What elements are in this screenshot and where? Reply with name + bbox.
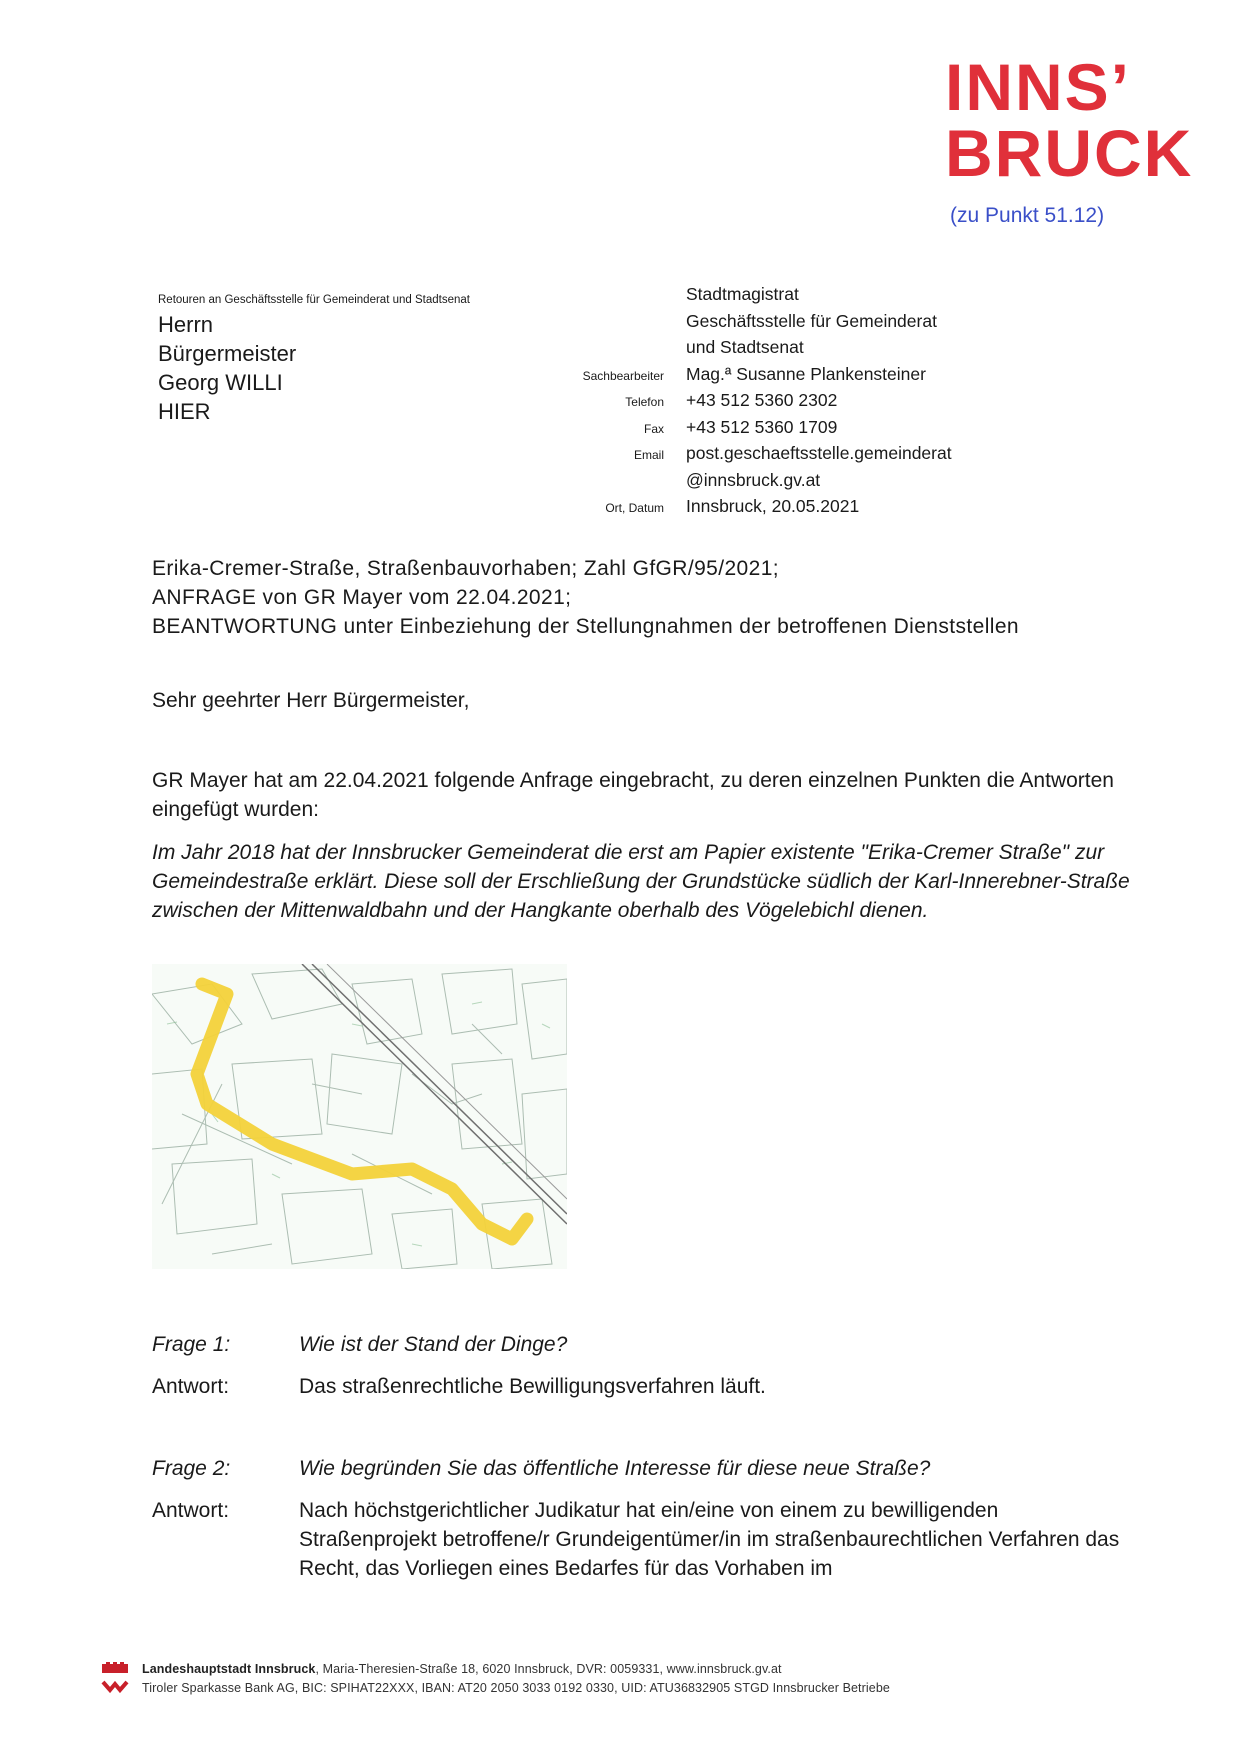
city-emblem-icon bbox=[100, 1660, 130, 1696]
subject-block bbox=[152, 554, 1019, 641]
addressee-line: Bürgermeister bbox=[158, 341, 297, 366]
addressee-line: HIER bbox=[158, 399, 211, 424]
inquiry-quote: Im Jahr 2018 hat der Innsbrucker Gemeinderat die erst am Papier existente "Erika-Cremer Straße" zur Gemeindestraße erklärt. Diese soll der Erschließung der Grundstücke südlich der Karl-Innerebner-Straße zwischen der Mittenwaldbahn und der Hangkante oberhalb des Vögelebichl dienen. bbox=[152, 841, 1130, 922]
answer-text: Das straßenrechtliche Bewilligungsverfahren läuft. bbox=[299, 1375, 766, 1398]
addressee-line: Herrn bbox=[158, 312, 214, 337]
subject-line: Erika-Cremer-Straße, Straßenbauvorhaben; Zahl GfGR/95/2021; bbox=[152, 557, 780, 580]
subject-line: BEANTWORTUNG unter Einbeziehung der Stellungnahmen der betroffenen Dienststellen bbox=[152, 615, 1020, 638]
site-map-drawing bbox=[152, 964, 567, 1269]
field-label: Fax bbox=[643, 421, 664, 436]
question-text: Wie ist der Stand der Dinge? bbox=[299, 1333, 568, 1356]
question-label: Frage 1: bbox=[152, 1333, 231, 1356]
logo-line-2: BRUCK bbox=[945, 116, 1194, 190]
answer-label: Antwort: bbox=[152, 1375, 230, 1398]
logo-line-1: INNS’ bbox=[945, 50, 1132, 124]
footer-address: , Maria-Theresien-Straße 18, 6020 Innsbruck, DVR: 0059331, www.innsbruck.gv.at bbox=[315, 1662, 782, 1676]
field-label: Ort, Datum bbox=[605, 501, 664, 515]
addressee-line: Georg WILLI bbox=[158, 370, 283, 395]
field-label: Telefon bbox=[625, 395, 664, 409]
answer-1 bbox=[152, 1372, 1132, 1401]
sender-office: und Stadtsenat bbox=[686, 337, 804, 357]
email-address: post.geschaeftsstelle.gemeinderat bbox=[686, 443, 952, 463]
answer-text: Nach höchstgerichtlicher Judikatur hat ein/eine von einem zu bewilligenden Straßenprojekt betroffene/r Grundeigentümer/in im straßenbaurechtlichen Verfahren das Recht, das Vorliegen eines Bedarfes für das Vorhaben im bbox=[299, 1499, 1120, 1580]
intro-paragraph: GR Mayer hat am 22.04.2021 folgende Anfrage eingebracht, zu deren einzelnen Punkten die Antworten eingefügt wurden: bbox=[152, 769, 1114, 821]
question-label: Frage 2: bbox=[152, 1457, 231, 1480]
returns-note: Retouren an Geschäftsstelle für Gemeinderat und Stadtsenat bbox=[158, 294, 470, 306]
sender-office: Geschäftsstelle für Gemeinderat bbox=[686, 310, 937, 331]
question-text: Wie begründen Sie das öffentliche Interesse für diese neue Straße? bbox=[299, 1457, 931, 1480]
footer-line-2: Tiroler Sparkasse Bank AG, BIC: SPIHAT22XXX, IBAN: AT20 2050 3033 0192 0330, UID: ATU36832905 STGD Innsbrucker Betriebe bbox=[142, 1681, 890, 1695]
place-date: Innsbruck, 20.05.2021 bbox=[686, 496, 860, 516]
email-address-cont: @innsbruck.gv.at bbox=[686, 469, 821, 490]
sender-office: Stadtmagistrat bbox=[686, 284, 799, 304]
reference-point: (zu Punkt 51.12) bbox=[950, 204, 1105, 227]
salutation: Sehr geehrter Herr Bürgermeister, bbox=[152, 689, 470, 712]
sender-block bbox=[560, 284, 952, 523]
clerk-name: Mag.ª Susanne Plankensteiner bbox=[686, 363, 926, 384]
letter-footer bbox=[100, 1660, 890, 1698]
site-map bbox=[152, 964, 567, 1269]
fax-number: +43 512 5360 1709 bbox=[686, 416, 838, 437]
addressee-block bbox=[158, 310, 296, 426]
footer-org: Landeshauptstadt Innsbruck bbox=[142, 1662, 316, 1676]
footer-line-1 bbox=[142, 1660, 890, 1679]
phone-number: +43 512 5360 2302 bbox=[686, 390, 838, 410]
question-2 bbox=[152, 1454, 1132, 1483]
answer-label: Antwort: bbox=[152, 1499, 230, 1522]
answer-2 bbox=[152, 1496, 1132, 1583]
field-label: Email bbox=[633, 448, 664, 462]
subject-line: ANFRAGE von GR Mayer vom 22.04.2021; bbox=[152, 586, 572, 609]
question-1 bbox=[152, 1330, 1132, 1359]
field-label: Sachbearbeiter bbox=[582, 368, 664, 383]
city-logo bbox=[945, 50, 1194, 190]
